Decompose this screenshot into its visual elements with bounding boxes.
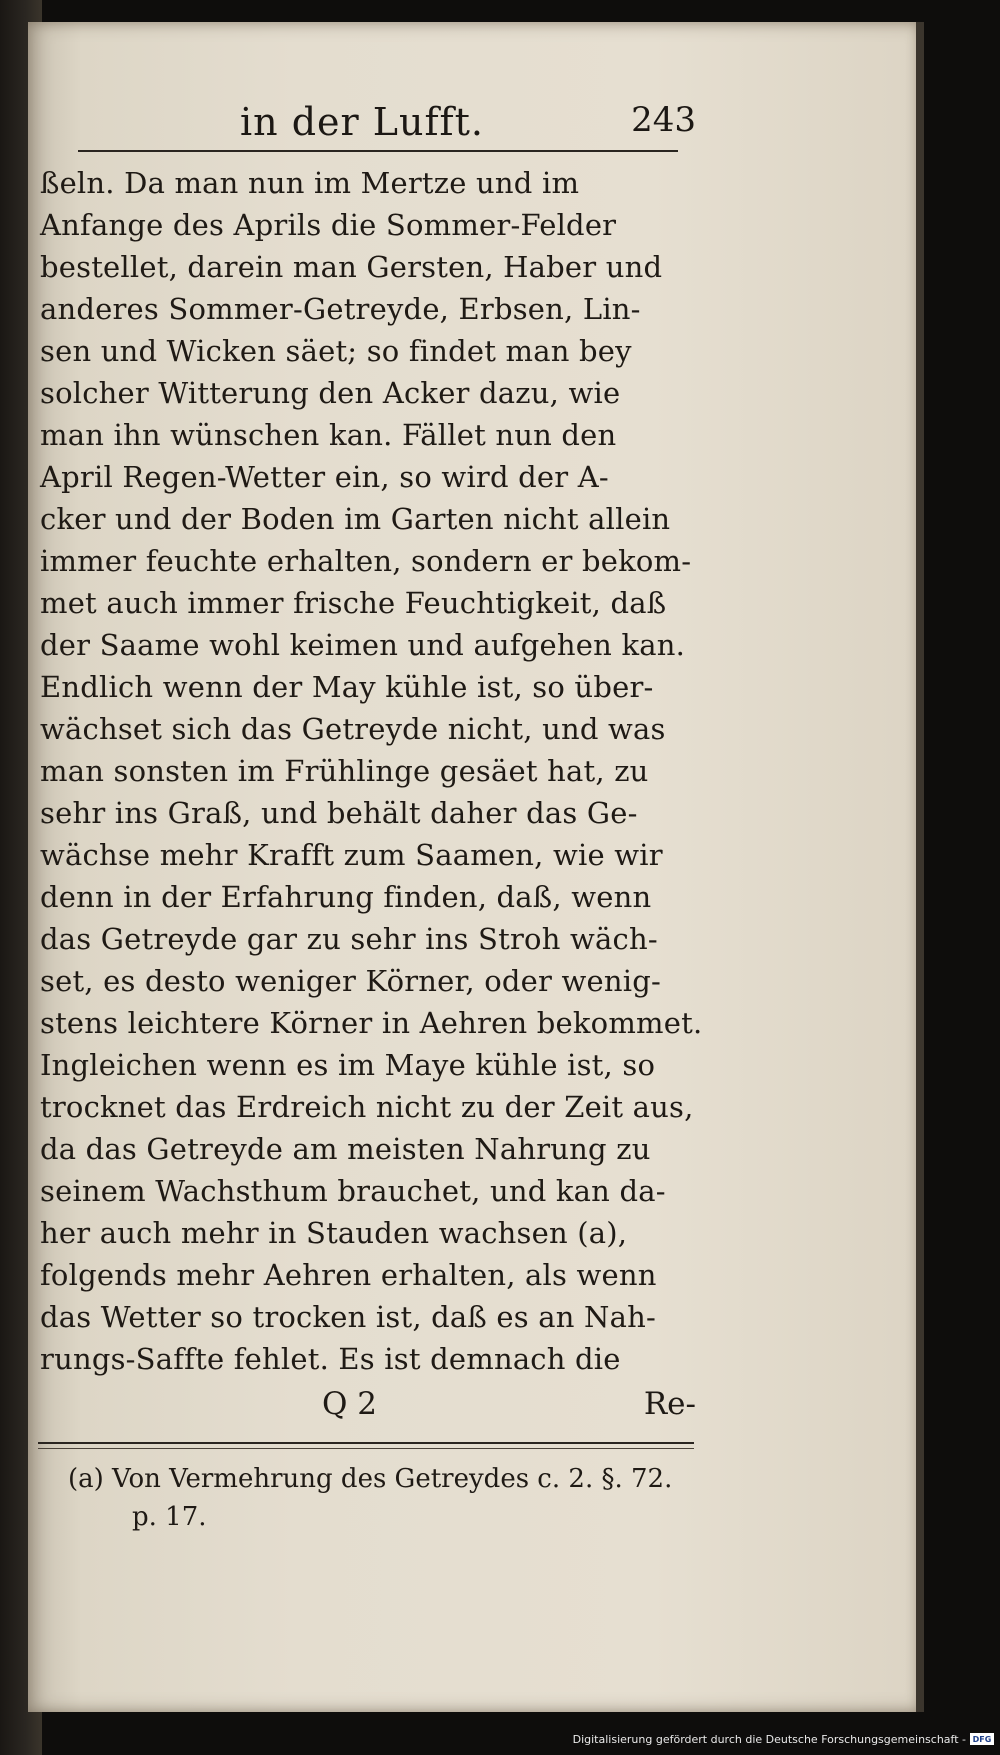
text-line: met auch immer frische Feuchtigkeit, daß	[40, 586, 667, 620]
text-line: da das Getreyde am meisten Nahrung zu	[40, 1132, 651, 1166]
footnote-line: (a) Von Vermehrung des Getreydes c. 2. §. 72.	[68, 1464, 673, 1494]
text-line: immer feuchte erhalten, sondern er bekom-	[40, 544, 692, 578]
text-line: man sonsten im Frühlinge gesäet hat, zu	[40, 754, 649, 788]
text-line: Endlich wenn der May kühle ist, so über-	[40, 670, 654, 704]
page-edge	[916, 22, 924, 1712]
page-number: 243	[631, 100, 696, 140]
text-line: das Wetter so trocken ist, daß es an Nah-	[40, 1300, 656, 1334]
header-rule	[78, 150, 678, 152]
text-line: folgends mehr Aehren erhalten, als wenn	[40, 1258, 657, 1292]
text-line: man ihn wünschen kan. Fället nun den	[40, 418, 617, 452]
text-line: her auch mehr in Stauden wachsen (a),	[40, 1216, 628, 1250]
text-line: anderes Sommer-Getreyde, Erbsen, Lin-	[40, 292, 641, 326]
credit-text: Digitalisierung gefördert durch die Deutsche Forschungsgemeinschaft -	[572, 1732, 966, 1746]
text-line: wächse mehr Krafft zum Saamen, wie wir	[40, 838, 663, 872]
running-head: in der Lufft.	[240, 100, 484, 144]
page-footer	[40, 1386, 696, 1432]
text-line: wächset sich das Getreyde nicht, und was	[40, 712, 666, 746]
text-line: seinem Wachsthum brauchet, und kan da-	[40, 1174, 666, 1208]
text-line: solcher Witterung den Acker dazu, wie	[40, 376, 621, 410]
text-line: bestellet, darein man Gersten, Haber und	[40, 250, 663, 284]
text-line: cker und der Boden im Garten nicht allein	[40, 502, 671, 536]
footnote-rule	[38, 1442, 694, 1449]
text-line: das Getreyde gar zu sehr ins Stroh wäch-	[40, 922, 658, 956]
page-header	[40, 92, 696, 152]
text-line: April Regen-Wetter ein, so wird der A-	[40, 460, 609, 494]
text-line: Ingleichen wenn es im Maye kühle ist, so	[40, 1048, 656, 1082]
text-line: stens leichtere Körner in Aehren bekommet.	[40, 1006, 703, 1040]
text-line: rungs-Saffte fehlet. Es ist demnach die	[40, 1342, 621, 1376]
text-line: der Saame wohl keimen und aufgehen kan.	[40, 628, 686, 662]
body-text	[40, 162, 703, 1380]
digitization-credit	[573, 1729, 994, 1749]
catchword: Re-	[643, 1386, 696, 1422]
text-line: sehr ins Graß, und behält daher das Ge-	[40, 796, 638, 830]
footnotes	[68, 1460, 708, 1536]
text-line: ßeln. Da man nun im Mertze und im	[40, 166, 580, 200]
text-line: set, es desto weniger Körner, oder wenig-	[40, 964, 662, 998]
text-line: trocknet das Erdreich nicht zu der Zeit aus,	[40, 1090, 694, 1124]
signature-mark: Q 2	[322, 1386, 377, 1422]
footnote-line: p. 17.	[132, 1502, 207, 1532]
dfg-logo-icon: DFG	[970, 1733, 994, 1745]
text-line: sen und Wicken säet; so findet man bey	[40, 334, 632, 368]
text-line: Anfange des Aprils die Sommer-Felder	[40, 208, 617, 242]
text-line: denn in der Erfahrung finden, daß, wenn	[40, 880, 652, 914]
